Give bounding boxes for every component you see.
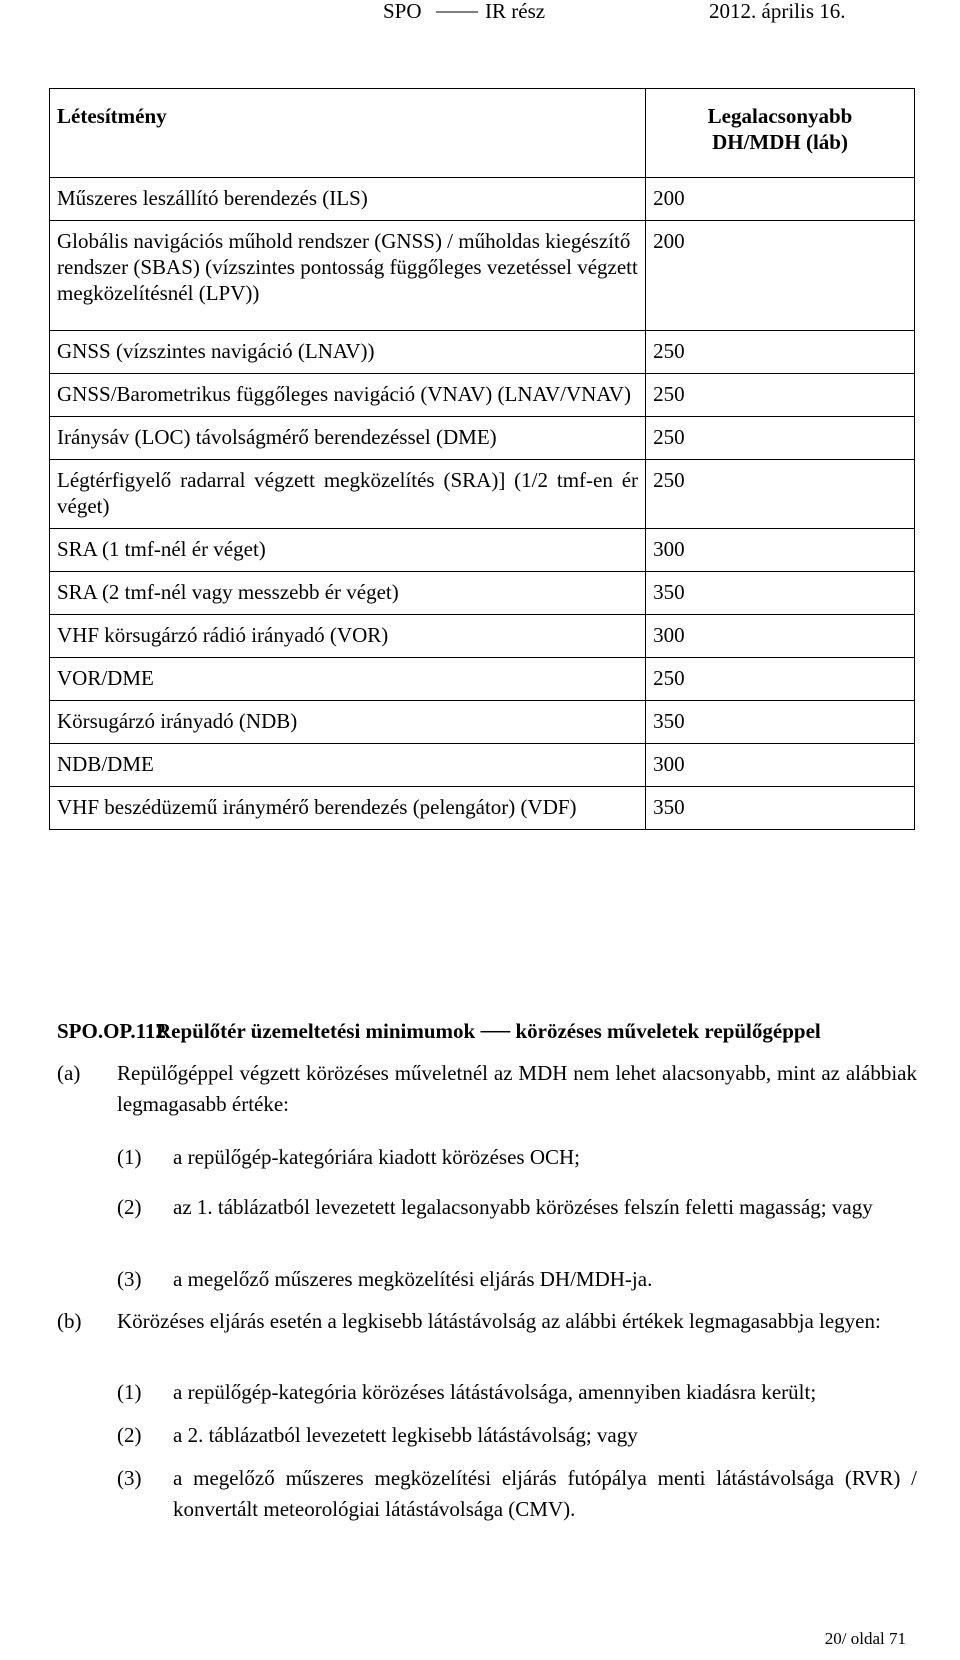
value-cell: 300 — [646, 615, 915, 658]
section-title: Repülőtér üzemeltetési minimumok ── körözéses műveletek repülőgéppel — [156, 1019, 821, 1043]
facility-cell: GNSS/Barometrikus függőleges navigáció (VNAV) (LNAV/VNAV) — [50, 374, 646, 417]
list-item-text: a megelőző műszeres megközelítési eljárás futópálya menti látástávolsága (RVR) / konvertált meteorológiai látástávolsága (CMV). — [173, 1466, 917, 1521]
paragraph-b-label: (b) — [57, 1309, 82, 1333]
table-row — [50, 417, 915, 460]
value-cell: 200 — [646, 178, 915, 221]
list-item-text: a megelőző műszeres megközelítési eljárás DH/MDH-ja. — [173, 1267, 653, 1291]
facility-cell: Körsugárzó irányadó (NDB) — [50, 701, 646, 744]
value-cell: 300 — [646, 744, 915, 787]
list-item-label: (1) — [117, 1380, 142, 1404]
table-row — [50, 701, 915, 744]
list-item — [117, 1377, 957, 1409]
facility-cell: VOR/DME — [50, 658, 646, 701]
value-cell: 300 — [646, 529, 915, 572]
value-cell: 200 — [646, 221, 915, 331]
table-row — [50, 744, 915, 787]
list-item — [117, 1264, 957, 1296]
facility-cell: Műszeres leszállító berendezés (ILS) — [50, 178, 646, 221]
table-row — [50, 529, 915, 572]
value-cell: 250 — [646, 374, 915, 417]
header-dash: —— — [436, 0, 478, 22]
column-header-minimum-line2: DH/MDH (láb) — [712, 130, 848, 154]
table-row — [50, 787, 915, 830]
table-row — [50, 178, 915, 221]
paragraph-a — [57, 1058, 957, 1122]
value-cell: 250 — [646, 331, 915, 374]
page-header — [0, 0, 960, 26]
table-row — [50, 615, 915, 658]
value-cell: 250 — [646, 417, 915, 460]
facility-cell: VHF körsugárzó rádió irányadó (VOR) — [50, 615, 646, 658]
table-row — [50, 221, 915, 331]
table-row — [50, 374, 915, 417]
value-cell: 250 — [646, 658, 915, 701]
list-item-label: (2) — [117, 1195, 142, 1219]
section-number: SPO.OP.112 — [57, 1019, 166, 1043]
list-item-text: a 2. táblázatból levezetett legkisebb látástávolság; vagy — [173, 1423, 638, 1447]
column-header-minimum — [646, 89, 915, 178]
value-cell: 350 — [646, 572, 915, 615]
table-row — [50, 460, 915, 529]
facility-cell: NDB/DME — [50, 744, 646, 787]
column-header-facility: Létesítmény — [50, 89, 646, 178]
facility-cell: Globális navigációs műhold rendszer (GNSS) / műholdas kiegészítő rendszer (SBAS) (vízszintes pontosság függőleges vezetéssel végzett megközelítésnél (LPV)) — [50, 221, 646, 331]
facility-cell: Iránysáv (LOC) távolságmérő berendezéssel (DME) — [50, 417, 646, 460]
list-item — [117, 1142, 957, 1174]
list-item-label: (1) — [117, 1145, 142, 1169]
paragraph-a-label: (a) — [57, 1061, 81, 1085]
list-item — [117, 1420, 957, 1452]
column-header-minimum-line1: Legalacsonyabb — [707, 104, 853, 128]
list-item-text: az 1. táblázatból levezetett legalacsonyabb körözéses felszín feletti magasság; vagy — [173, 1195, 873, 1219]
value-cell: 250 — [646, 460, 915, 529]
facility-cell: GNSS (vízszintes navigáció (LNAV)) — [50, 331, 646, 374]
header-doc: SPO — [383, 0, 422, 23]
facility-cell: VHF beszédüzemű iránymérő berendezés (pelengátor) (VDF) — [50, 787, 646, 830]
paragraph-a-text: Repülőgéppel végzett körözéses műveletnél az MDH nem lehet alacsonyabb, mint az alábbiak legmagasabb értéke: — [117, 1061, 917, 1116]
list-item-text: a repülőgép-kategóriára kiadott körözéses OCH; — [173, 1145, 581, 1169]
table-header-row — [50, 89, 915, 178]
list-item — [117, 1192, 957, 1256]
facility-cell: SRA (1 tmf-nél ér véget) — [50, 529, 646, 572]
value-cell: 350 — [646, 701, 915, 744]
facility-cell: Légtérfigyelő radarral végzett megközelítés (SRA)] (1/2 tmf-en ér véget) — [50, 460, 646, 529]
page-number: 20/ oldal 71 — [824, 1629, 906, 1648]
table-row — [50, 331, 915, 374]
paragraph-b — [57, 1306, 957, 1370]
table-row — [50, 658, 915, 701]
list-item-label: (3) — [117, 1267, 142, 1291]
value-cell: 350 — [646, 787, 915, 830]
list-item-label: (2) — [117, 1423, 142, 1447]
minima-table — [49, 88, 915, 830]
table-row — [50, 572, 915, 615]
header-part: IR rész — [485, 0, 546, 23]
list-item — [117, 1463, 957, 1527]
list-item-label: (3) — [117, 1466, 142, 1490]
header-date: 2012. április 16. — [709, 0, 846, 23]
paragraph-b-text: Körözéses eljárás esetén a legkisebb látástávolság az alábbi értékek legmagasabbja legyen: — [117, 1309, 881, 1333]
facility-cell: SRA (2 tmf-nél vagy messzebb ér véget) — [50, 572, 646, 615]
list-item-text: a repülőgép-kategória körözéses látástávolsága, amennyiben kiadásra került; — [173, 1380, 817, 1404]
